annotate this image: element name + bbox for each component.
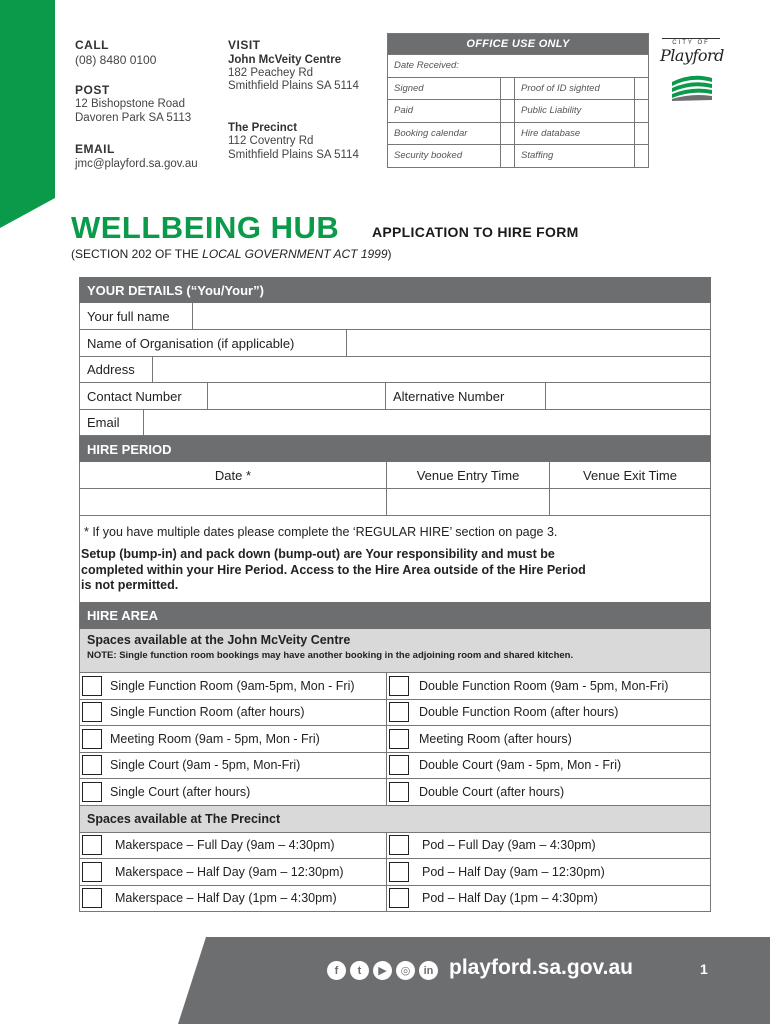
office-checkbox: [635, 122, 649, 145]
jmc-option[interactable]: [386, 726, 710, 752]
logo-name: Playford: [660, 46, 724, 65]
address-row: [79, 357, 711, 383]
office-checkbox: [635, 77, 649, 100]
website-link[interactable]: playford.sa.gov.au: [449, 956, 633, 979]
office-checkbox: [635, 100, 649, 123]
jmc-option[interactable]: [80, 700, 386, 726]
jmc-option-label: Single Function Room (9am-5pm, Mon - Fri): [110, 678, 355, 693]
venue1-address-line2: Smithfield Plains SA 5114: [228, 80, 359, 92]
office-item: Hire database: [515, 122, 635, 145]
office-item: Staffing: [515, 145, 635, 168]
instagram-icon[interactable]: ◎: [396, 961, 415, 980]
full-name-row: [79, 303, 711, 330]
form-title-sub: APPLICATION TO HIRE FORM: [372, 224, 579, 240]
jmc-option[interactable]: [386, 779, 710, 805]
precinct-spaces-title: Spaces available at The Precinct: [79, 806, 711, 833]
exit-time-column-header: Venue Exit Time: [549, 462, 710, 488]
jmc-option[interactable]: [386, 673, 710, 699]
twitter-icon[interactable]: t: [350, 961, 369, 980]
jmc-option-label: Single Function Room (after hours): [110, 705, 305, 720]
checkbox[interactable]: [82, 888, 102, 908]
section-reference: (SECTION 202 OF THE LOCAL GOVERNMENT ACT 1999): [71, 247, 392, 261]
email-address: jmc@playford.sa.gov.au: [75, 158, 198, 170]
office-checkbox: [501, 145, 515, 168]
entry-time-field[interactable]: [386, 489, 549, 515]
exit-time-field[interactable]: [549, 489, 710, 515]
office-checkbox: [501, 122, 515, 145]
facebook-icon[interactable]: f: [327, 961, 346, 980]
visit-label: VISIT: [228, 38, 261, 52]
logo-fields-icon: [670, 70, 714, 102]
precinct-spaces-list: [79, 833, 711, 913]
precinct-option-label: Makerspace – Half Day (1pm – 4:30pm): [115, 891, 337, 906]
city-of-playford-logo: [658, 36, 724, 106]
jmc-option-label: Double Function Room (9am - 5pm, Mon-Fri): [419, 678, 669, 693]
full-name-field[interactable]: [192, 303, 710, 329]
jmc-spaces-header: [79, 629, 711, 673]
venue1-name: John McVeity Centre: [228, 54, 342, 66]
checkbox[interactable]: [389, 702, 409, 722]
footer-banner: [178, 937, 770, 1024]
precinct-option-label: Makerspace – Full Day (9am – 4:30pm): [115, 838, 335, 853]
venue2-address-line2: Smithfield Plains SA 5114: [228, 149, 359, 161]
office-item: Security booked: [388, 145, 501, 168]
phone-number: (08) 8480 0100: [75, 53, 157, 67]
call-label: CALL: [75, 38, 109, 52]
green-corner-shape: [0, 0, 55, 228]
hire-area-heading: HIRE AREA: [79, 602, 711, 629]
email-label-form: Email: [87, 415, 120, 430]
jmc-option[interactable]: [80, 673, 386, 699]
checkbox[interactable]: [82, 862, 102, 882]
jmc-option-label: Meeting Room (after hours): [419, 731, 572, 746]
post-address-line2: Davoren Park SA 5113: [75, 112, 192, 124]
your-details-heading: YOUR DETAILS (“You/Your”): [79, 277, 711, 303]
office-item: Booking calendar: [388, 122, 501, 145]
checkbox[interactable]: [389, 835, 409, 855]
office-checkbox: [501, 100, 515, 123]
email-label: EMAIL: [75, 142, 115, 156]
checkbox[interactable]: [389, 729, 409, 749]
jmc-option-label: Single Court (9am - 5pm, Mon-Fri): [110, 758, 301, 773]
linkedin-icon[interactable]: in: [419, 961, 438, 980]
multiple-dates-note: * If you have multiple dates please complete the ‘REGULAR HIRE’ section on page 3.: [84, 525, 558, 539]
venue2-name: The Precinct: [228, 122, 298, 134]
email-row: [79, 410, 711, 436]
date-column-header: Date *: [214, 467, 252, 483]
logo-city-of: CITY OF: [672, 40, 710, 46]
precinct-option[interactable]: [80, 886, 386, 912]
office-item: Signed: [388, 77, 501, 100]
precinct-option[interactable]: [386, 886, 710, 912]
jmc-option[interactable]: [80, 753, 386, 779]
email-field[interactable]: [143, 410, 710, 435]
office-checkbox: [635, 145, 649, 168]
precinct-option[interactable]: [80, 833, 386, 859]
precinct-option-label: Pod – Half Day (1pm – 4:30pm): [422, 891, 598, 906]
precinct-row: [79, 833, 711, 860]
hire-period-notes: [79, 516, 711, 602]
office-use-title: OFFICE USE ONLY: [388, 34, 649, 55]
post-label: POST: [75, 83, 110, 97]
office-date-received: Date Received:: [388, 55, 649, 78]
date-field[interactable]: [80, 489, 386, 515]
alternative-number-label: Alternative Number: [385, 383, 545, 409]
precinct-option[interactable]: [386, 833, 710, 859]
precinct-row: [79, 859, 711, 886]
address-label: Address: [87, 362, 135, 377]
jmc-spaces-list: [79, 673, 711, 806]
contact-number-label: Contact Number: [87, 388, 182, 404]
contact-number-row: [79, 383, 711, 410]
jmc-option[interactable]: [80, 726, 386, 752]
jmc-option[interactable]: [386, 753, 710, 779]
application-form: [79, 277, 711, 912]
jmc-spaces-note: NOTE: Single function room bookings may have another booking in the adjoining room and shared kitchen.: [87, 650, 574, 661]
precinct-option[interactable]: [80, 859, 386, 885]
precinct-option-label: Pod – Half Day (9am – 12:30pm): [422, 864, 605, 879]
hire-period-heading: HIRE PERIOD: [79, 436, 711, 462]
jmc-option-label: Meeting Room (9am - 5pm, Mon - Fri): [110, 731, 320, 746]
checkbox[interactable]: [389, 888, 409, 908]
checkbox[interactable]: [389, 862, 409, 882]
setup-responsibility-note: Setup (bump-in) and pack down (bump-out) are Your responsibility and must be completed within your Hire Period. Access to the Hire Area outside of the Hire Period is not permitted.: [81, 547, 586, 592]
checkbox[interactable]: [82, 702, 102, 722]
jmc-row: [79, 726, 711, 753]
checkbox[interactable]: [389, 755, 409, 775]
hire-period-header-row: [79, 462, 711, 489]
page-number: 1: [700, 961, 708, 977]
jmc-option[interactable]: [386, 700, 710, 726]
precinct-option-label: Pod – Full Day (9am – 4:30pm): [422, 838, 596, 853]
venue1-address-line1: 182 Peachey Rd: [228, 67, 314, 79]
address-field[interactable]: [152, 357, 710, 382]
office-item: Paid: [388, 100, 501, 123]
precinct-option-label: Makerspace – Half Day (9am – 12:30pm): [115, 864, 344, 879]
organisation-field[interactable]: [346, 330, 710, 356]
organisation-row: [79, 330, 711, 357]
checkbox[interactable]: [82, 782, 102, 802]
full-name-label: Your full name: [87, 308, 170, 324]
jmc-option-label: Single Court (after hours): [110, 784, 251, 799]
jmc-option-label: Double Court (after hours): [419, 784, 565, 799]
social-icons: [327, 961, 442, 980]
jmc-row: [79, 753, 711, 780]
entry-time-column-header: Venue Entry Time: [386, 462, 549, 488]
checkbox[interactable]: [82, 676, 102, 696]
contact-number-field[interactable]: [207, 383, 385, 409]
office-use-table: [387, 33, 649, 168]
precinct-option[interactable]: [386, 859, 710, 885]
checkbox[interactable]: [82, 729, 102, 749]
checkbox[interactable]: [389, 676, 409, 696]
office-item: Proof of ID sighted: [515, 77, 635, 100]
youtube-icon[interactable]: ▶: [373, 961, 392, 980]
jmc-row: [79, 779, 711, 806]
jmc-option-label: Double Function Room (after hours): [419, 705, 619, 720]
form-title-main: WELLBEING HUB: [71, 210, 340, 245]
checkbox[interactable]: [82, 755, 102, 775]
jmc-row: [79, 673, 711, 700]
hire-period-input-row: [79, 489, 711, 516]
post-address-line1: 12 Bishopstone Road: [75, 98, 185, 110]
checkbox[interactable]: [82, 835, 102, 855]
jmc-row: [79, 700, 711, 727]
organisation-label: Name of Organisation (if applicable): [87, 335, 295, 351]
jmc-option-label: Double Court (9am - 5pm, Mon - Fri): [419, 758, 622, 773]
alternative-number-field[interactable]: [545, 383, 710, 409]
office-checkbox: [501, 77, 515, 100]
office-item: Public Liability: [515, 100, 635, 123]
jmc-option[interactable]: [80, 779, 386, 805]
jmc-spaces-title: Spaces available at the John McVeity Centre: [87, 633, 351, 647]
venue2-address-line1: 112 Coventry Rd: [228, 135, 314, 147]
precinct-row: [79, 886, 711, 913]
checkbox[interactable]: [389, 782, 409, 802]
